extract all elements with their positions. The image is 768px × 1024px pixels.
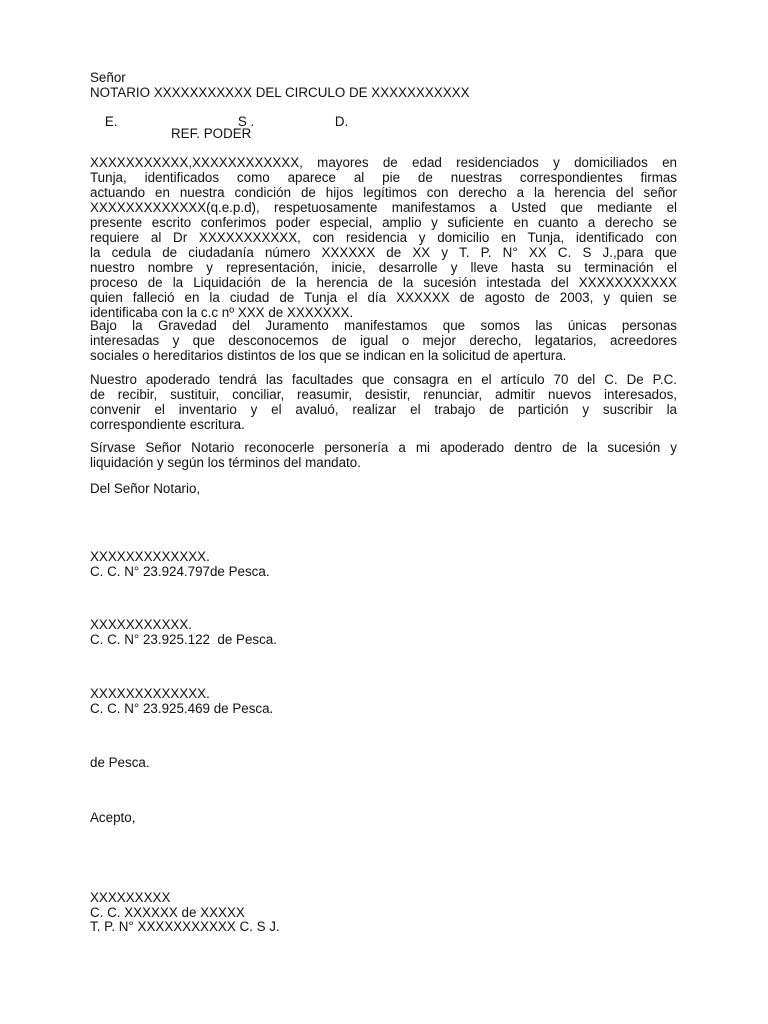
signatory-3-id: C. C. N° 23.925.469 de Pesca.	[90, 701, 274, 716]
paragraph-4-line: Sírvase Señor Notario reconocerle personería a mi apoderado dentro de la sucesión y	[90, 440, 677, 455]
paragraph-1-line: identificaba con la c.c nº XXX de XXXXXXX.	[90, 305, 354, 320]
signatory-3-name: XXXXXXXXXXXXX.	[90, 686, 210, 701]
signatory-2-name: XXXXXXXXXXX.	[90, 617, 192, 632]
esd-s: S .	[237, 114, 255, 129]
signatory-1-id: C. C. N° 23.924.797de Pesca.	[90, 564, 270, 579]
salutation: Señor	[90, 70, 126, 85]
paragraph-4-line: liquidación y según los términos del mandato.	[90, 455, 361, 470]
signatory-1-name: XXXXXXXXXXXXX.	[90, 549, 210, 564]
paragraph-1-line: nuestro nombre y representación, inicie, desarrolle y lleve hasta su terminación el	[90, 260, 677, 275]
paragraph-2	[90, 318, 677, 363]
paragraph-1-line: requiere al Dr XXXXXXXXXXX, con residencia y domicilio en Tunja, identificado con	[90, 230, 677, 245]
recipient-line: NOTARIO XXXXXXXXXXX DEL CIRCULO DE XXXXXXXXXXX	[90, 85, 470, 100]
reference-line: REF. PODER	[171, 126, 252, 141]
signatory-2-id: C. C. N° 23.925.122 de Pesca.	[90, 632, 277, 647]
paragraph-1-line: XXXXXXXXXXXXX(q.e.p.d), respetuosamente manifestamos a Usted que mediante el	[90, 200, 677, 215]
paragraph-3-line: Nuestro apoderado tendrá las facultades que consagra en el artículo 70 del C. De P.C.	[90, 372, 677, 387]
paragraph-1-line: XXXXXXXXXXX,XXXXXXXXXXXX, mayores de edad residenciados y domiciliados en	[90, 155, 677, 170]
paragraph-3	[90, 372, 677, 432]
paragraph-1	[90, 155, 677, 320]
closing-line: Del Señor Notario,	[90, 481, 201, 496]
paragraph-3-line: de recibir, sustituir, conciliar, reasumir, desistir, renunciar, admitir nuevos interesados,	[90, 387, 677, 402]
attorney-id: C. C. XXXXXX de XXXXX	[90, 905, 245, 920]
attorney-name: XXXXXXXXX	[90, 890, 171, 905]
paragraph-3-line: convenir el inventario y el avaluó, realizar el trabajo de partición y suscribir la	[90, 402, 677, 417]
paragraph-1-line: presente escrito conferimos poder especial, amplio y suficiente en cuanto a derecho se	[90, 215, 677, 230]
paragraph-1-line: quien falleció en la ciudad de Tunja el día XXXXXX de agosto de 2003, y quien se	[90, 290, 677, 305]
esd-e: E.	[104, 114, 118, 129]
paragraph-2-line: sociales o hereditarios distintos de los que se indican en la solicitud de apertura.	[90, 348, 567, 363]
paragraph-1-line: proceso de la Liquidación de la herencia de la sucesión intestada del XXXXXXXXXXX	[90, 275, 677, 290]
paragraph-2-line: Bajo la Gravedad del Juramento manifestamos que somos las únicas personas	[90, 318, 677, 333]
paragraph-3-line: correspondiente escritura.	[90, 417, 245, 432]
paragraph-1-line: Tunja, identificados como aparece al pie de nuestras correspondientes firmas	[90, 170, 677, 185]
paragraph-2-line: interesadas y que desconocemos de igual o mejor derecho, legatarios, acreedores	[90, 333, 677, 348]
attorney-professional-card: T. P. N° XXXXXXXXXXX C. S J.	[90, 919, 280, 934]
acceptance-line: Acepto,	[90, 810, 136, 825]
paragraph-1-line: actuando en nuestra condición de hijos legítimos con derecho a la herencia del señor	[90, 185, 677, 200]
orphan-line: de Pesca.	[90, 755, 150, 770]
esd-d: D.	[334, 114, 349, 129]
paragraph-4	[90, 440, 677, 470]
paragraph-1-line: la cedula de ciudadanía número XXXXXX de XX y T. P. N° XX C. S J.,para que	[90, 245, 677, 260]
